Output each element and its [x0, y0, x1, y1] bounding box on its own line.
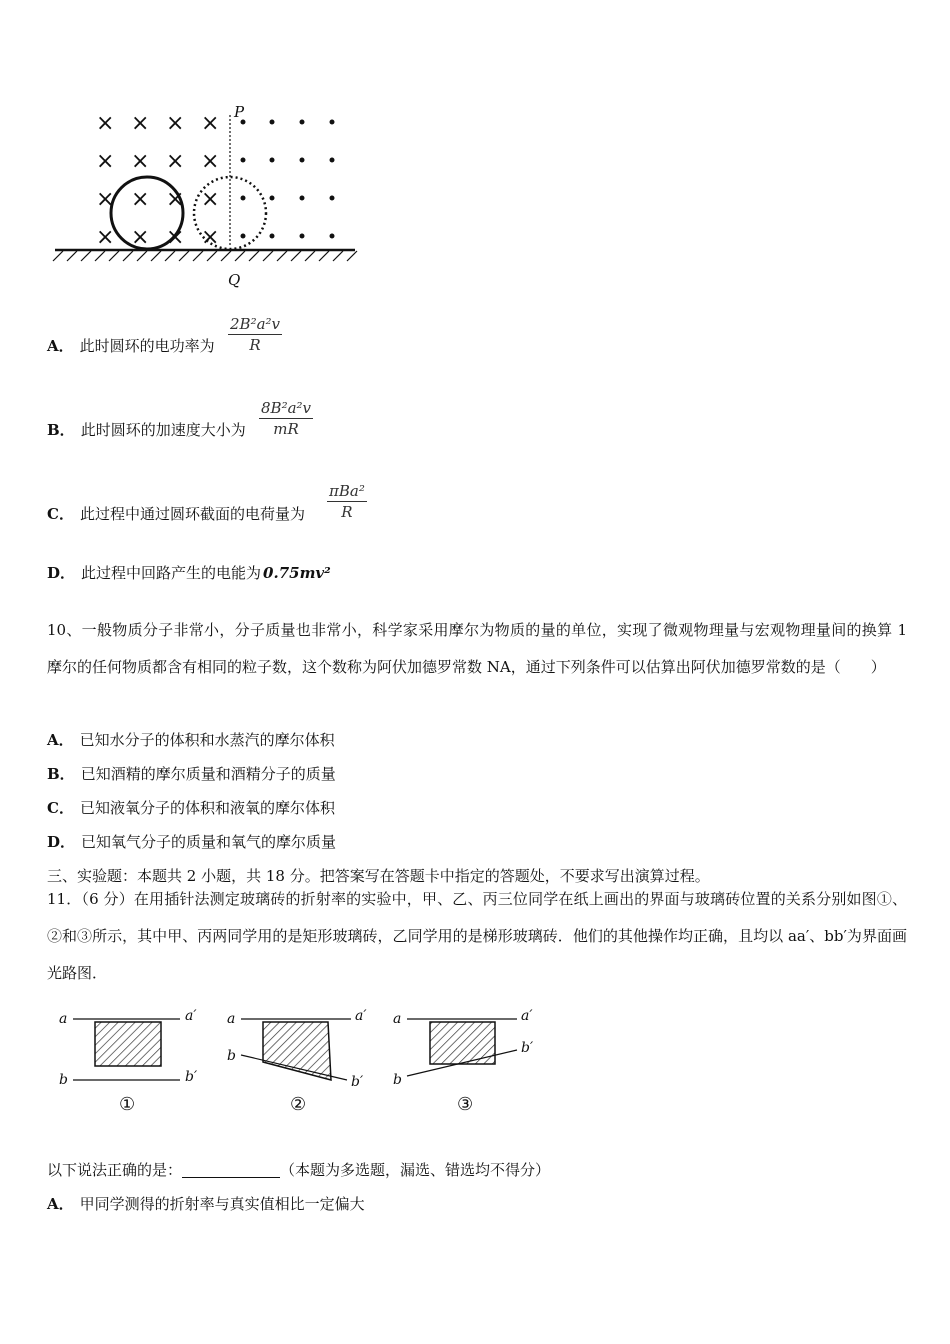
svg-text:a: a [227, 1011, 236, 1027]
svg-text:a′: a′ [185, 1008, 197, 1024]
answer-blank [182, 1161, 280, 1178]
svg-text:b′: b′ [351, 1074, 364, 1090]
q10-option-b: B． 已知酒精的摩尔质量和酒精分子的质量 [47, 765, 336, 783]
cross-symbol: × [131, 149, 150, 174]
q9-option-c-fraction: πBa² R [329, 482, 365, 521]
cross-symbol: × [96, 149, 115, 174]
svg-text:b: b [59, 1072, 68, 1088]
q9-option-d: D． 此过程中回路产生的电能为 0.75mv² [47, 564, 331, 582]
figure-2 [227, 1008, 367, 1115]
svg-text:a′: a′ [355, 1008, 367, 1024]
figure-3 [393, 1008, 534, 1115]
cross-symbol: × [166, 111, 185, 136]
cross-symbol: × [201, 187, 220, 212]
cross-symbol: × [131, 225, 150, 250]
svg-text:a: a [59, 1011, 68, 1027]
q10-stem: 10、一般物质分子非常小，分子质量也非常小，科学家采用摩尔为物质的量的单位，实现了微观物理量与宏观物理量间的换算 1 摩尔的任何物质都含有相同的粒子数，这个数称为阿伏加德罗常数 NA，通过下列条件可以估算出阿伏加德罗常数的是（ ） [47, 621, 907, 676]
cross-symbol: × [201, 225, 220, 250]
q11-question: 以下说法正确的是： （本题为多选题，漏选、错选均不得分） [47, 1161, 551, 1179]
q10-option-a: A． 已知水分子的体积和水蒸汽的摩尔体积 [47, 731, 335, 749]
q11-stem: 11．（6 分）在用插针法测定玻璃砖的折射率的实验中，甲、乙、丙三位同学在纸上画出的界面与玻璃砖位置的关系分别如图①、②和③所示，其中甲、丙两同学用的是矩形玻璃砖，乙同学用的是梯形玻璃砖．他们的其他操作均正确，且均以 aa′、bb′为界面画光路图． [47, 890, 907, 982]
figure-2-label: ② [290, 1094, 307, 1115]
cross-symbol: × [96, 225, 115, 250]
magnetic-field-figure [45, 95, 375, 295]
dot-field-symbols [241, 120, 335, 239]
svg-text:b: b [227, 1048, 236, 1064]
svg-text:a: a [393, 1011, 402, 1027]
svg-text:b: b [393, 1072, 402, 1088]
q10-option-d: D． 已知氧气分子的质量和氧气的摩尔质量 [47, 833, 337, 851]
section3-heading: 三、实验题：本题共 2 小题，共 18 分。把答案写在答题卡中指定的答题处，不要求写出演算过程。 [47, 867, 710, 885]
cross-symbol: × [131, 187, 150, 212]
q11-option-a: A． 甲同学测得的折射率与真实值相比一定偏大 [47, 1195, 365, 1213]
cross-symbol: × [166, 187, 185, 212]
q9-option-b: B． 此时圆环的加速度大小为 [47, 421, 246, 439]
figure-1 [59, 1008, 198, 1115]
cross-symbol: × [201, 149, 220, 174]
svg-text:a′: a′ [521, 1008, 533, 1024]
cross-symbol: × [131, 111, 150, 136]
q10-option-c: C． 已知液氧分子的体积和液氧的摩尔体积 [47, 799, 335, 817]
label-q: Q [228, 271, 241, 289]
svg-text:b′: b′ [521, 1040, 534, 1056]
cross-symbol: × [96, 111, 115, 136]
q9-option-a: A． 此时圆环的电功率为 [47, 337, 215, 355]
label-p: P [234, 103, 245, 121]
cross-symbol: × [166, 149, 185, 174]
cross-symbol: × [201, 111, 220, 136]
svg-text:b′: b′ [185, 1069, 198, 1085]
glass-brick-figures [55, 1000, 555, 1120]
cross-symbol: × [166, 225, 185, 250]
q9-option-c: C． 此过程中通过圆环截面的电荷量为 [47, 505, 305, 523]
cross-symbol: × [96, 187, 115, 212]
figure-1-label: ① [119, 1094, 136, 1115]
q9-option-b-fraction: 8B²a²v mR [261, 399, 312, 438]
figure-3-label: ③ [457, 1094, 474, 1115]
q9-option-a-fraction: 2B²a²v R [230, 315, 281, 354]
